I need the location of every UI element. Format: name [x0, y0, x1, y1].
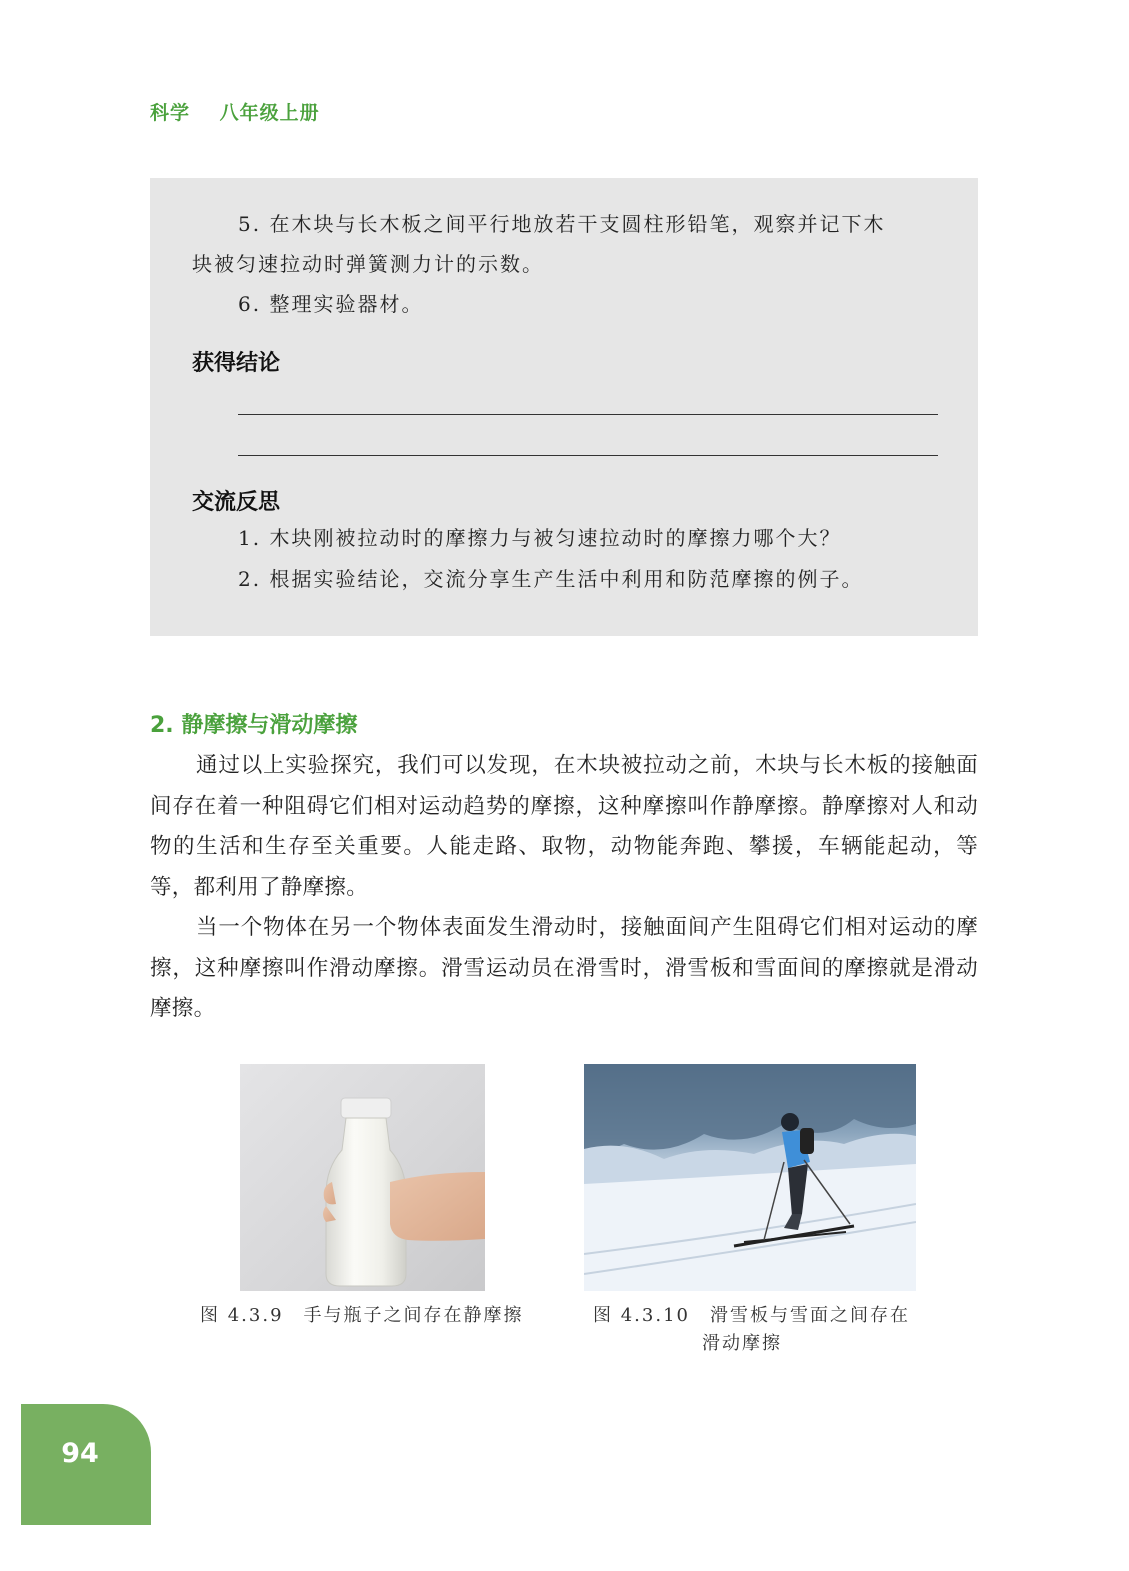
- page-number: 94: [61, 1438, 99, 1469]
- figure-caption-4-3-10-line-2: 滑动摩擦: [702, 1333, 782, 1354]
- bottle-illustration: [240, 1064, 485, 1291]
- figure-number: 图 4.3.10: [593, 1305, 690, 1326]
- header-grade: 八年级上册: [219, 102, 320, 124]
- bottle-photo: [240, 1064, 485, 1291]
- skier-photo: [584, 1064, 916, 1291]
- running-header: [150, 98, 342, 125]
- answer-line-2: [238, 455, 938, 456]
- conclusion-heading: 获得结论: [192, 351, 281, 376]
- section-title: 2. 静摩擦与滑动摩擦: [150, 713, 358, 738]
- page-number-tab: [21, 1404, 151, 1525]
- skier-illustration: [584, 1064, 916, 1291]
- discussion-heading: 交流反思: [192, 490, 281, 515]
- figure-caption-4-3-10: [593, 1302, 910, 1330]
- experiment-box: [150, 178, 978, 636]
- step-5-line-2: 块被匀速拉动时弹簧测力计的示数。: [192, 252, 544, 276]
- figure-caption-text: 手与瓶子之间存在静摩擦: [303, 1305, 524, 1326]
- figure-caption-text: 滑雪板与雪面之间存在: [709, 1305, 910, 1326]
- step-6: 6. 整理实验器材。: [238, 292, 424, 316]
- paragraph-sliding-friction: 当一个物体在另一个物体表面发生滑动时，接触面间产生阻碍它们相对运动的摩擦，这种摩擦叫作滑动摩擦。滑雪运动员在滑雪时，滑雪板和雪面间的摩擦就是滑动摩擦。: [150, 915, 978, 1021]
- discussion-question-2: 2. 根据实验结论，交流分享生产生活中利用和防范摩擦的例子。: [238, 567, 864, 591]
- figure-number: 图 4.3.9: [200, 1305, 284, 1326]
- paragraph-static-friction: 通过以上实验探究，我们可以发现，在木块被拉动之前，木块与长木板的接触面间存在着一种阻碍它们相对运动趋势的摩擦，这种摩擦叫作静摩擦。静摩擦对人和动物的生活和生存至关重要。人能走路、取物，动物能奔跑、攀援，车辆能起动，等等，都利用了静摩擦。: [150, 753, 978, 900]
- discussion-question-1: 1. 木块刚被拉动时的摩擦力与被匀速拉动时的摩擦力哪个大？: [238, 526, 842, 550]
- answer-line-1: [238, 414, 938, 415]
- step-5-line-1: 5. 在木块与长木板之间平行地放若干支圆柱形铅笔，观察并记下木: [238, 212, 886, 236]
- header-subject: 科学: [150, 102, 191, 124]
- figure-caption-4-3-9: [200, 1302, 524, 1330]
